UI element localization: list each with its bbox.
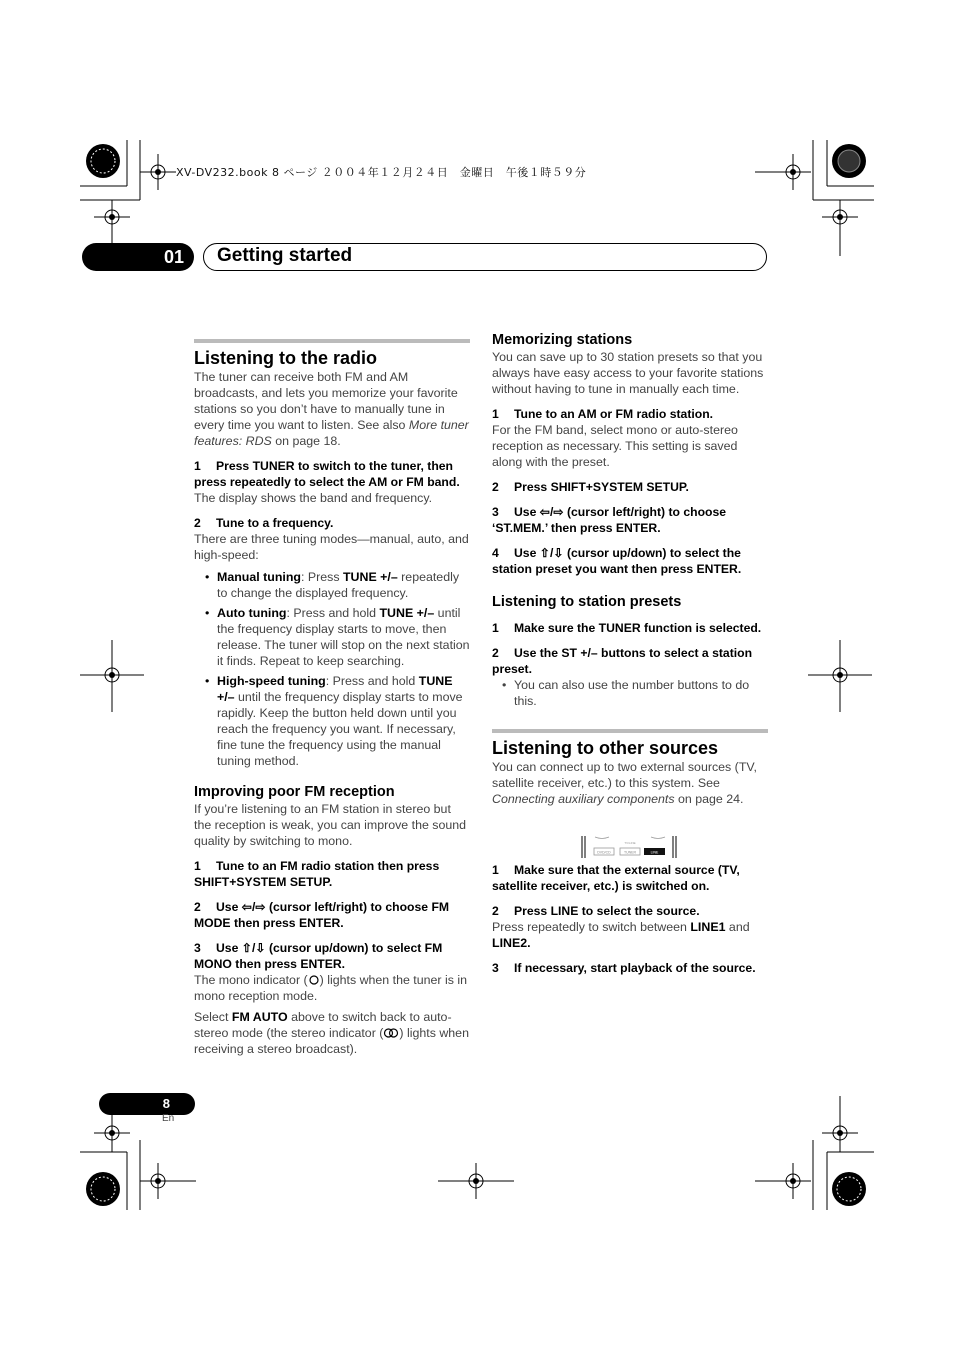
page-language: En <box>162 1113 175 1124</box>
stereo-indicator-icon <box>383 1028 399 1038</box>
other-step-2: 2 Press LINE to select the source. <box>492 904 700 918</box>
dvd-cd-button-label: DVD/CD <box>597 850 611 855</box>
radio-step-2-body: There are three tuning modes—manual, auto, and high-speed: <box>194 532 469 562</box>
presets-heading: Listening to station presets <box>492 594 682 610</box>
poor-fm-body: If you’re listening to an FM station in stereo but the reception is weak, you can improve the sound quality by switching to mono. <box>194 802 467 848</box>
presets-note: • You can also use the number buttons to do this. <box>492 677 768 709</box>
poor-fm-step-3: 3 Use ⇧/⇩ (cursor up/down) to select FM MONO then press ENTER. <box>194 941 443 971</box>
fm-auto-note: Select FM AUTO above to switch back to auto-stereo mode (the stereo indicator ( ) lights when receiving a stereo broadcast). <box>194 1010 469 1056</box>
list-item: • High-speed tuning: Press and hold TUNE +/– until the frequency display starts to move rapidly. Keep the button held down until you reach the frequency you want. If necessary, fine tune the frequency using the manual tuning method. <box>217 673 470 769</box>
tuning-modes-list <box>194 569 470 769</box>
memorizing-step-1-body: For the FM band, select mono or auto-stereo reception as necessary. This setting is saved along with the preset. <box>492 423 738 469</box>
tuner-button-label: TUNER <box>623 850 637 855</box>
radio-step-1: 1 Press TUNER to switch to the tuner, then press repeatedly to select the AM or FM band. <box>194 459 460 489</box>
mono-indicator-icon <box>308 975 320 985</box>
tv-line-label: TV/LINE <box>624 841 636 845</box>
radio-heading: Listening to the radio <box>194 348 377 368</box>
section-rule <box>194 339 470 345</box>
other-sources-body: You can connect up to two external sources (TV, satellite receiver, etc.) to this system. See Connecting auxiliary components on page 24. <box>492 760 757 806</box>
memorizing-step-1: 1 Tune to an AM or FM radio station. <box>492 407 714 421</box>
radio-step-1-body: The display shows the band and frequency. <box>194 491 433 505</box>
list-item: • Manual tuning: Press TUNE +/– repeatedly to change the displayed frequency. <box>217 569 470 601</box>
section-rule <box>492 729 768 735</box>
chapter-title: Getting started <box>217 245 353 266</box>
line-button-label: LINE <box>650 850 659 855</box>
poor-fm-step-3-body: The mono indicator ( ) lights when the tuner is in mono reception mode. <box>194 973 468 1003</box>
list-item: • Auto tuning: Press and hold TUNE +/– until the frequency display starts to move, then release. The tuner will stop on the next station it finds. Repeat to keep searching. <box>217 605 470 669</box>
memorizing-step-3: 3 Use ⇦/⇨ (cursor left/right) to choose ‘ST.MEM.’ then press ENTER. <box>492 505 727 535</box>
poor-fm-step-2: 2 Use ⇦/⇨ (cursor left/right) to choose FM MODE then press ENTER. <box>194 900 450 930</box>
other-step-1: 1 Make sure that the external source (TV, satellite receiver, etc.) is switched on. <box>492 863 740 893</box>
right-column <box>492 331 768 976</box>
radio-intro: The tuner can receive both FM and AM broadcasts, and lets you memorize your favorite stations so you don’t have to manually tune in every time you want to listen. See also More tuner features: RDS on page 18. <box>194 370 469 448</box>
print-header: XV-DV232.book 8 ページ ２００４年１２月２４日 金曜日 午後１時５９分 <box>176 166 587 179</box>
other-sources-heading: Listening to other sources <box>492 738 719 758</box>
presets-step-2: 2 Use the ST +/– buttons to select a station preset. <box>492 646 753 676</box>
memorizing-heading: Memorizing stations <box>492 332 633 348</box>
other-step-2-body: Press repeatedly to switch between LINE1 and LINE2. <box>492 920 750 950</box>
remote-buttons-illustration <box>581 834 677 860</box>
left-column <box>194 339 470 1057</box>
other-step-3: 3 If necessary, start playback of the source. <box>492 961 756 975</box>
memorizing-step-2: 2 Press SHIFT+SYSTEM SETUP. <box>492 480 689 494</box>
poor-fm-heading: Improving poor FM reception <box>194 784 395 800</box>
radio-step-2: 2 Tune to a frequency. <box>194 516 334 530</box>
page-number: 8 <box>99 1093 195 1115</box>
presets-step-1: 1 Make sure the TUNER function is selected. <box>492 621 762 635</box>
memorizing-step-4: 4 Use ⇧/⇩ (cursor up/down) to select the station preset you want then press ENTER. <box>492 546 742 576</box>
poor-fm-step-1: 1 Tune to an FM radio station then press SHIFT+SYSTEM SETUP. <box>194 859 440 889</box>
chapter-number: 01 <box>82 243 194 271</box>
memorizing-body: You can save up to 30 station presets so that you always have easy access to your favorite stations without having to tune in manually each time. <box>492 350 764 396</box>
